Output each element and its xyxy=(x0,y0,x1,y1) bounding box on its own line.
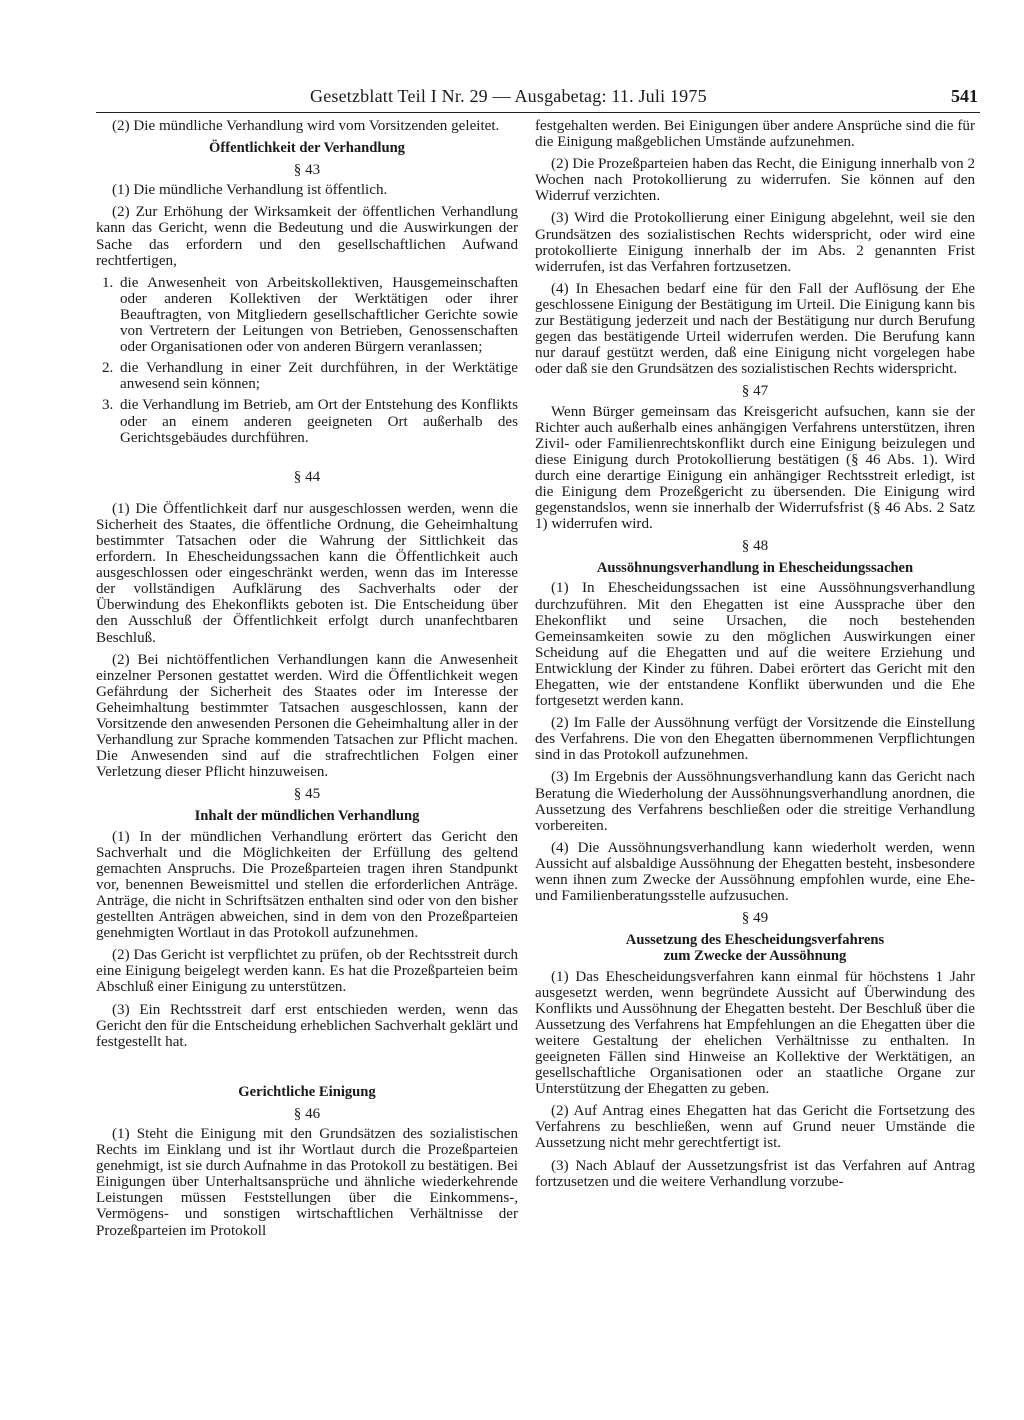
paragraph: (1) In der mündlichen Verhandlung erörtert das Gericht den Sachverhalt und die Möglichkeiten der Erfüllung des geltend gemachten Anspruchs. Die Prozeßparteien tragen ihren Standpunkt vor, benennen Beweismittel und stellen die erforderlichen Anträge. Anträge, die nicht in Schriftsätzen enthalten sind oder von den bisher gestellten Anträgen abweichen, sind in dem von den Prozeßparteien genehmigten Wortlaut in das Protokoll aufzunehmen. xyxy=(96,828,518,942)
paragraph: festgehalten werden. Bei Einigungen über andere Ansprüche sind die für die Einigung maßgeblichen Umstände aufzunehmen. xyxy=(535,118,975,151)
header-rule xyxy=(96,112,980,113)
paragraph: (2) Im Falle der Aussöhnung verfügt der Vorsitzende die Einstellung des Verfahrens. Die von den Ehegatten übernommenen Verpflichtungen sind in das Protokoll aufzunehmen. xyxy=(535,715,975,764)
list-number: 1. xyxy=(102,274,114,291)
section-heading: Öffentlichkeit der Verhandlung xyxy=(209,140,405,157)
paragraph: (3) Wird die Protokollierung einer Einigung abgelehnt, weil sie den Grundsätzen des sozialistischen Rechts widerspricht, oder wird eine protokollierte Einigung innerhalb der im Abs. 2 genannten Frist widerrufen, ist das Verfahren fortzusetzen. xyxy=(535,210,975,275)
list-item xyxy=(96,397,518,445)
paragraph: (2) Bei nichtöffentlichen Verhandlungen kann die Anwesenheit einzelner Personen gestattet werden. Wird die Öffentlichkeit wegen Gefährdung der Sicherheit des Staates oder im Interesse der Geheimhaltung bestimmter Tatsachen ausgeschlossen, kann der Vorsitzende den anwesenden Personen die Geheimhaltung aller in der Verhandlung zur Sprache kommenden Tatsachen zur Pflicht machen. Die Anwesenden sind auf die strafrechtlichen Folgen einer Verletzung dieser Pflicht hinzuweisen. xyxy=(96,651,518,781)
paragraph: (1) Die mündliche Verhandlung ist öffentlich. xyxy=(112,182,388,199)
section-heading: Gerichtliche Einigung xyxy=(238,1083,376,1100)
list-item xyxy=(96,275,518,355)
right-column xyxy=(535,118,975,1196)
paragraph: (2) Auf Antrag eines Ehegatten hat das Gericht die Fortsetzung des Verfahrens zu beschließen, wenn auf Grund neuer Umstände die Aussetzung nicht mehr gerechtfertigt ist. xyxy=(535,1103,975,1152)
list-number: 2. xyxy=(102,360,114,377)
left-column xyxy=(96,118,518,1245)
section-number: § 45 xyxy=(293,786,321,803)
section-number: § 44 xyxy=(293,468,321,485)
page-number: 541 xyxy=(951,86,978,106)
section-number: § 48 xyxy=(741,538,769,555)
list-text: die Anwesenheit von Arbeitskollektiven, Hausgemeinschaften oder anderen Kollektiven der Werktätigen oder ihrer Beauftragten, von Mitgliedern gesellschaftlicher Gerichte sowie von Vertretern der Leitungen von Betrieben, Genossenschaften oder Organisationen oder von anderen Bürgern veranlassen; xyxy=(120,274,518,356)
paragraph: (2) Die Prozeßparteien haben das Recht, die Einigung innerhalb von 2 Wochen nach Protokollierung zu widerrufen. Sie können auf den Widerruf verzichten. xyxy=(535,156,975,205)
list-number: 3. xyxy=(102,397,114,414)
paragraph: (2) Die mündliche Verhandlung wird vom Vorsitzenden geleitet. xyxy=(112,118,500,134)
section-heading: Aussöhnungsverhandlung in Ehescheidungssachen xyxy=(596,560,914,577)
paragraph: (1) Das Ehescheidungsverfahren kann einmal für höchstens 1 Jahr ausgesetzt werden, wenn begründete Aussicht auf Überwindung des Konflikts und Aussöhnung der Ehegatten besteht. Der Beschluß über die Aussetzung des Verfahrens hat Empfehlungen an die Ehegatten über die weitere Gestaltung der ehelichen Verhältnisse zu enthalten. In geeigneten Fällen sind Hinweise an Kollektive der Werktätigen, an gesellschaftliche Organisationen oder an staatliche Organe zur Unterstützung der Ehegatten zu geben. xyxy=(535,968,975,1098)
section-number: § 47 xyxy=(741,383,769,400)
paragraph: (1) Die Öffentlichkeit darf nur ausgeschlossen werden, wenn die Sicherheit des Staates, die öffentliche Ordnung, die Geheimhaltung bestimmter Tatsachen oder die Wahrung der Sittlichkeit das erfordern. In Ehescheidungssachen kann die Öffentlichkeit auch ausgeschlossen oder eingeschränkt werden, wenn das im Interesse der vollständigen Aufklärung des Sachverhalts oder der Überwindung des Ehekonflikts geboten ist. Die Entscheidung über den Ausschluß der Öffentlichkeit erfolgt durch unanfechtbaren Beschluß. xyxy=(96,500,518,646)
list-text: die Verhandlung im Betrieb, am Ort der Entstehung des Konflikts oder an einem anderen geeigneten Ort außerhalb des Gerichtsgebäudes durchführen. xyxy=(120,397,518,446)
page-header xyxy=(310,86,980,110)
section-number: § 43 xyxy=(293,162,321,179)
paragraph: (2) Zur Erhöhung der Wirksamkeit der öffentlichen Verhandlung kann das Gericht, wenn die Bedeutung und die Auswirkungen der Sache das erfordern und den gesellschaftlichen Aufwand rechtfertigen, xyxy=(96,204,518,269)
paragraph: (3) Ein Rechtsstreit darf erst entschieden werden, wenn das Gericht den für die Entscheidung erheblichen Sachverhalt geklärt und festgestellt hat. xyxy=(96,1001,518,1050)
list-item xyxy=(96,360,518,392)
section-number: § 46 xyxy=(293,1105,321,1122)
paragraph: (4) Die Aussöhnungsverhandlung kann wiederholt werden, wenn Aussicht auf alsbaldige Aussöhnung der Ehegatten besteht, insbesondere wenn ihnen zum Zwecke der Aussöhnung empfohlen wurde, eine Ehe- und Familienberatungsstelle aufzusuchen. xyxy=(535,839,975,905)
paragraph: (4) In Ehesachen bedarf eine für den Fall der Auflösung der Ehe geschlossene Einigung der Bestätigung im Urteil. Die Einigung kann bis zur Bestätigung jederzeit und nach der Bestätigung nur durch Berufung gegen das bestätigende Urteil widerrufen werden. Die Berufung kann nur darauf gestützt werden, daß eine Einigung nicht vorgelegen habe oder daß sie den Grundsätzen des sozialistischen Rechts widerspricht. xyxy=(535,280,975,378)
list-text: die Verhandlung in einer Zeit durchführen, in der Werktätige anwesend sein können; xyxy=(120,360,518,393)
paragraph: (2) Das Gericht ist verpflichtet zu prüfen, ob der Rechtsstreit durch eine Einigung beigelegt werden kann. Es hat die Prozeßparteien beim Abschluß einer Einigung zu unterstützen. xyxy=(96,947,518,996)
paragraph: (1) Steht die Einigung mit den Grundsätzen des sozialistischen Rechts im Einklang und ist ihr Wortlaut durch die Prozeßparteien genehmigt, ist sie durch Aufnahme in das Protokoll zu bestätigen. Bei Einigungen über Unterhaltsansprüche und ähnliche wiederkehrende Leistungen müssen Feststellungen über die Einkommens-, Vermögens- und sonstigen wirtschaftlichen Verhältnisse der Prozeßparteien im Protokoll xyxy=(96,1125,518,1239)
paragraph: (1) In Ehescheidungssachen ist eine Aussöhnungsverhandlung durchzuführen. Mit den Ehegatten ist eine Aussprache über den Ehekonflikt und seine Ursachen, die noch bestehenden Gemeinsamkeiten sowie zu den möglichen Auswirkungen einer Scheidung auf die Ehegatten und auf die weitere Erziehung und Entwicklung der Kinder zu führen. Dabei erörtert das Gericht mit den Ehegatten, wie der entstandene Konflikt überwunden und die Ehe fortgesetzt werden kann. xyxy=(535,580,975,710)
section-heading: Aussetzung des Ehescheidungsverfahrens xyxy=(625,932,885,949)
paragraph: (3) Im Ergebnis der Aussöhnungsverhandlung kann das Gericht nach Beratung die Wiederholung der Aussöhnungsverhandlung anordnen, die Aussetzung des Verfahrens beschließen oder die streitige Verhandlung vorbereiten. xyxy=(535,769,975,834)
section-heading: Inhalt der mündlichen Verhandlung xyxy=(194,808,420,825)
section-heading: zum Zwecke der Aussöhnung xyxy=(663,948,847,965)
paragraph: Wenn Bürger gemeinsam das Kreisgericht aufsuchen, kann sie der Richter auch außerhalb eines anhängigen Verfahrens unterstützen, ihren Zivil- oder Familienrechtskonflikt durch eine Einigung beizulegen und diese Einigung durch Protokollierung bestätigen (§ 46 Abs. 1). Wird durch eine derartige Einigung ein anhängiger Rechtsstreit erledigt, ist die Einigung dem Prozeßgericht zu übersenden. Die Einigung wird gegenstandslos, wenn sie innerhalb der Widerrufsfrist (§ 46 Abs. 2 Satz 1) widerrufen wird. xyxy=(535,403,975,533)
section-number: § 49 xyxy=(741,910,769,927)
gazette-title: Gesetzblatt Teil I Nr. 29 — Ausgabetag: 11. Juli 1975 xyxy=(310,86,707,106)
paragraph: (3) Nach Ablauf der Aussetzungsfrist ist das Verfahren auf Antrag fortzusetzen und die weitere Verhandlung vorzube- xyxy=(535,1157,975,1190)
